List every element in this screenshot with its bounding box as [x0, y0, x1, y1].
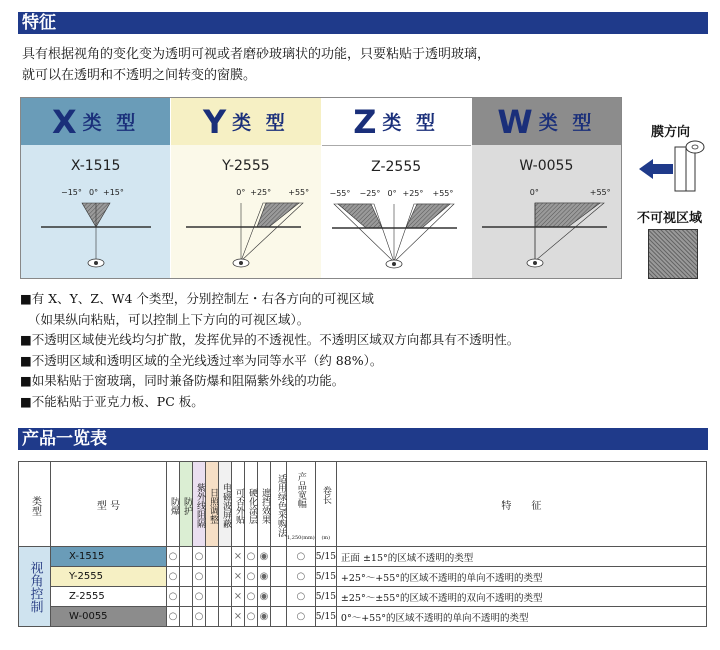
- mark-cell: [206, 607, 219, 627]
- type-panels: [20, 97, 622, 279]
- mark-cell: ○: [287, 607, 316, 627]
- header-type: 类型: [19, 462, 51, 547]
- angle-label: −55°: [329, 189, 351, 198]
- intro-text: [22, 44, 682, 86]
- film-direction-label: 膜方向: [651, 125, 691, 140]
- type-body: [21, 145, 170, 278]
- section-title: 特征: [22, 13, 56, 33]
- mark-cell: [180, 607, 193, 627]
- mark-cell: ○: [287, 567, 316, 587]
- mark-cell: [219, 547, 232, 567]
- angle-label: +55°: [432, 189, 454, 198]
- model-cell: Y-2555: [51, 567, 167, 587]
- mark-cell: ○: [193, 567, 206, 587]
- header-col: 可否外贴: [232, 462, 245, 547]
- model-label: Z-2555: [371, 159, 422, 175]
- mark-cell: ×: [232, 567, 245, 587]
- view-angle-diagram: [472, 197, 622, 279]
- mark-cell: ○: [245, 567, 258, 587]
- mark-cell: [206, 547, 219, 567]
- feature-bullets: [20, 289, 710, 412]
- bullet-item: （如果纵向粘贴，可以控制上下方向的可视区域）。: [28, 311, 310, 327]
- section-title: 产品一览表: [22, 429, 107, 449]
- section-header-features: [18, 12, 708, 34]
- nonvisible-label: 不可视区域: [637, 211, 703, 226]
- model-label: W-0055: [519, 158, 574, 174]
- mark-cell: [271, 567, 287, 587]
- type-kind: 类 型: [82, 112, 140, 134]
- feature-cell: ±25°～±55°的区域不透明的双向不透明的类型: [336, 587, 706, 607]
- mark-cell: [219, 607, 232, 627]
- roll-cell: 5/15: [315, 587, 336, 607]
- model-cell: X-1515: [51, 547, 167, 567]
- mark-cell: [271, 587, 287, 607]
- mark-cell: ◉: [258, 567, 271, 587]
- angle-label: −15°: [61, 188, 82, 197]
- angle-label: +55°: [288, 188, 310, 197]
- model-label: Y-2555: [222, 158, 270, 174]
- mark-cell: [271, 547, 287, 567]
- table-row: [19, 587, 707, 607]
- angle-label: 0°: [387, 189, 397, 198]
- type-body: [322, 145, 471, 278]
- type-kind: 类 型: [382, 112, 440, 134]
- type-letter: Y: [202, 102, 227, 141]
- feature-cell: 0°～+55°的区域不透明的单向不透明的类型: [336, 607, 706, 627]
- bullet-item: ■有 X、Y、Z、W4 个类型，分别控制左・右各方向的可视区域: [20, 291, 374, 306]
- mark-cell: [180, 567, 193, 587]
- film-legend: [625, 97, 720, 282]
- type-header: [21, 98, 170, 145]
- table-row: [19, 607, 707, 627]
- header-col: 日照调整: [206, 462, 219, 547]
- angle-label: 0°: [529, 188, 539, 197]
- type-panel-x: [21, 98, 171, 278]
- mark-cell: ○: [245, 607, 258, 627]
- type-letter: X: [51, 102, 77, 141]
- mark-cell: ◉: [258, 607, 271, 627]
- angle-label: 0°: [236, 188, 246, 197]
- category-label: 视角控制: [27, 560, 43, 613]
- header-col: 适用绿色采购法: [271, 462, 287, 547]
- angle-label: +25°: [250, 188, 272, 197]
- header-col: 防护: [180, 462, 193, 547]
- bullet-item: ■不透明区域使光线均匀扩散，发挥优异的不透视性。不透明区域双方向都具有不透明性。: [20, 332, 520, 347]
- feature-cell: 正面 ±15°的区域不透明的类型: [336, 547, 706, 567]
- angle-label: +15°: [103, 188, 124, 197]
- intro-line: 具有根据视角的变化变为透明可视或者磨砂玻璃状的功能，只要粘贴于透明玻璃，: [22, 47, 491, 62]
- mark-cell: ○: [193, 607, 206, 627]
- mark-cell: ○: [167, 587, 180, 607]
- type-body: [472, 145, 621, 278]
- mark-cell: ○: [287, 547, 316, 567]
- category-cell: [19, 547, 51, 627]
- header-col: 产品宽幅: [295, 472, 306, 508]
- angle-label: +55°: [589, 188, 611, 197]
- angle-label: −25°: [359, 189, 381, 198]
- header-col: 遮挡效果: [258, 462, 271, 547]
- roll-cell: 5/15: [315, 607, 336, 627]
- type-body: [171, 145, 320, 278]
- type-panel-y: [171, 98, 321, 278]
- mark-cell: [180, 587, 193, 607]
- product-table: [18, 461, 707, 627]
- mark-cell: [271, 607, 287, 627]
- header-model: 型 号: [51, 462, 167, 547]
- table-row: [19, 567, 707, 587]
- header-col: 电磁波屏蔽: [219, 462, 232, 547]
- intro-line: 就可以在透明和不透明之间转变的窗膜。: [22, 68, 257, 83]
- mark-cell: ○: [245, 547, 258, 567]
- bullet-item: ■不能粘贴于亚克力板、PC 板。: [20, 393, 204, 409]
- mark-cell: [206, 567, 219, 587]
- roll-unit: (m): [321, 535, 331, 541]
- mark-cell: [219, 567, 232, 587]
- mark-cell: [219, 587, 232, 607]
- type-letter: W: [497, 102, 533, 141]
- view-angle-diagram: [21, 197, 171, 279]
- type-panel-w: [472, 98, 621, 278]
- model-cell: Z-2555: [51, 587, 167, 607]
- mark-cell: ◉: [258, 547, 271, 567]
- mark-cell: ○: [167, 607, 180, 627]
- header-width-col: [287, 462, 316, 547]
- header-feature: 特 征: [336, 462, 706, 547]
- angle-label: +25°: [402, 189, 424, 198]
- table-header-row: [19, 462, 707, 547]
- mark-cell: ○: [193, 587, 206, 607]
- mark-cell: [180, 547, 193, 567]
- angle-label: 0°: [89, 188, 99, 197]
- film-roll-icon: [635, 139, 715, 199]
- type-header: [322, 98, 471, 145]
- width-unit: 1,250(mm): [287, 535, 315, 541]
- section-header-product-list: [18, 428, 708, 450]
- header-col: 紫外线阻隔: [193, 462, 206, 547]
- type-letter: Z: [353, 102, 377, 141]
- mark-cell: ×: [232, 587, 245, 607]
- feature-cell: +25°～+55°的区域不透明的单向不透明的类型: [336, 567, 706, 587]
- roll-cell: 5/15: [315, 567, 336, 587]
- header-col: 防爆: [167, 462, 180, 547]
- mark-cell: ○: [245, 587, 258, 607]
- model-cell: W-0055: [51, 607, 167, 627]
- bullet-item: ■不透明区域和透明区域的全光线透过率为同等水平（约 88%）。: [20, 352, 383, 368]
- mark-cell: ○: [167, 547, 180, 567]
- header-col: 硬化涂层: [245, 462, 258, 547]
- bullet-item: ■如果粘贴于窗玻璃，同时兼备防爆和阻隔紫外线的功能。: [20, 373, 345, 388]
- type-panel-z: [322, 98, 472, 278]
- header-roll: 卷长: [320, 486, 331, 504]
- model-label: X-1515: [70, 158, 121, 174]
- type-header: [472, 98, 621, 145]
- mark-cell: ◉: [258, 587, 271, 607]
- mark-cell: ×: [232, 547, 245, 567]
- mark-cell: ○: [193, 547, 206, 567]
- type-kind: 类 型: [538, 112, 596, 134]
- mark-cell: [206, 587, 219, 607]
- type-kind: 类 型: [232, 112, 289, 134]
- mark-cell: ×: [232, 607, 245, 627]
- table-row: [19, 547, 707, 567]
- nonvisible-swatch: [648, 229, 698, 279]
- view-angle-diagram: [322, 198, 472, 280]
- mark-cell: ○: [167, 567, 180, 587]
- mark-cell: ○: [287, 587, 316, 607]
- view-angle-diagram: [171, 197, 321, 279]
- header-roll-col: [315, 462, 336, 547]
- roll-cell: 5/15: [315, 547, 336, 567]
- type-header: [171, 98, 320, 145]
